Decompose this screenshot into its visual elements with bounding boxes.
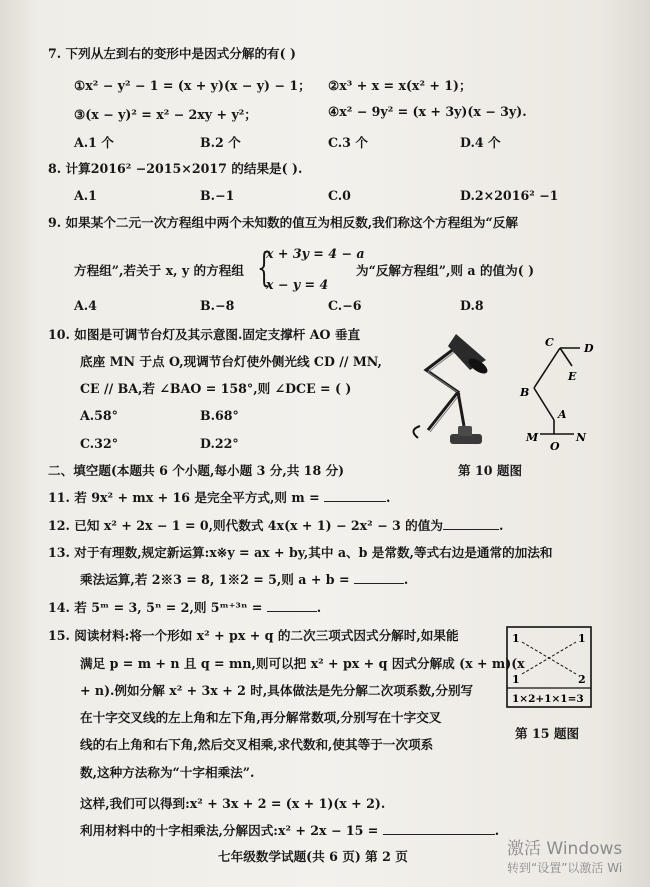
label-c: C [545, 336, 554, 349]
ray-ce [560, 348, 572, 366]
q7-choice-c: C.3 个 [328, 135, 368, 150]
q8-stem: 8. 计算2016² −2015×2017 的结果是( ). [48, 161, 303, 176]
q9-equation-1: x + 3y = 4 − a [266, 246, 365, 261]
q9-choice-d: D.8 [460, 298, 484, 313]
q8-choice-c: C.0 [328, 188, 351, 203]
activation-watermark-subtitle: 转到“设置”以激活 Wi [507, 861, 623, 875]
q13-line-1: 13. 对于有理数,规定新运算:x※y = ax + by,其中 a、b 是常数,等式右边是通常的加法和 [48, 545, 553, 560]
section-2-heading: 二、填空题(本题共 6 个小题,每小题 3 分,共 18 分) [48, 463, 345, 478]
q15-line-3: + n).例如分解 x² + 3x + 2 时,具体做法是先分解二次项系数,分别写 [80, 683, 474, 698]
q13-line-2: 乘法运算,若 2※3 = 8, 1※2 = 5,则 a + b = . [80, 572, 409, 587]
q10-line-1: 10. 如图是可调节台灯及其示意图.固定支撑杆 AO 垂直 [48, 327, 361, 342]
q10-choice-d: D.22° [200, 436, 239, 451]
q9-line-2a: 方程组”,若关于 x, y 的方程组 [74, 263, 244, 278]
q10-line-3: CE // BA,若 ∠BAO = 158°,则 ∠DCE = ( ) [80, 381, 352, 396]
box-top-right: 1 [578, 632, 586, 645]
label-e: E [568, 370, 577, 383]
q9-line-2b: 为“反解方程组”,则 a 的值为( ) [356, 263, 535, 278]
q14-answer-blank[interactable] [267, 599, 317, 612]
q14: 14. 若 5ᵐ = 3, 5ⁿ = 2,则 5ᵐ⁺³ⁿ = . [48, 600, 322, 615]
q15-line-4: 在十字交叉线的左上角和左下角,再分解常数项,分别写在十字交叉 [80, 710, 442, 725]
box-top-left: 1 [512, 632, 520, 645]
q12: 12. 已知 x² + 2x − 1 = 0,则代数式 4x(x + 1) − 2x² − 3 的值为 . [48, 518, 504, 533]
desk-lamp-image [398, 330, 513, 450]
q9-choice-c: C.−6 [328, 298, 362, 313]
q7-option-2: ②x³ + x = x(x² + 1)； [328, 78, 472, 93]
q7-choice-d: D.4 个 [460, 135, 501, 150]
q7-stem: 7. 下列从左到右的变形中是因式分解的有( ) [48, 46, 296, 61]
q15-line-2: 满足 p = m + n 且 q = mn,则可以把 x² + px + q 因式分解成 (x + m)(x [80, 656, 525, 671]
system-brace: { [257, 245, 271, 291]
q10-line-2: 底座 MN 于点 O,现调节台灯使外侧光线 CD // MN, [80, 354, 382, 369]
q8-choice-b: B.−1 [200, 188, 235, 203]
q9-equation-2: x − y = 4 [266, 277, 329, 292]
cross-multiplication-diagram [506, 626, 592, 708]
page-footer: 七年级数学试题(共 6 页) 第 2 页 [218, 849, 408, 864]
q8-choice-a: A.1 [74, 188, 97, 203]
label-n: N [576, 431, 587, 444]
q11: 11. 若 9x² + mx + 16 是完全平方式,则 m = . [48, 490, 391, 505]
q15-line-1: 15. 阅读材料:将一个形如 x² + px + q 的二次三项式因式分解时,如果能 [48, 628, 459, 643]
arm-ab [534, 388, 554, 420]
q15-figure-caption: 第 15 题图 [515, 726, 580, 741]
q9-choice-a: A.4 [74, 298, 97, 313]
q7-option-3: ③(x − y)² = x² − 2xy + y²； [74, 107, 257, 122]
q9-line-1: 9. 如果某个二元一次方程组中两个未知数的值互为相反数,我们称这个方程组为“反解 [48, 215, 518, 230]
label-m: M [526, 431, 539, 444]
q10-choice-a: A.58° [80, 408, 118, 423]
box-bottom-right: 2 [578, 673, 586, 686]
q12-answer-blank[interactable] [443, 517, 499, 530]
q7-choice-b: B.2 个 [200, 135, 241, 150]
q15-line-7: 这样,我们可以得到:x² + 3x + 2 = (x + 1)(x + 2). [80, 796, 386, 811]
q8-choice-d: D.2×2016² −1 [460, 188, 559, 203]
q7-option-1: ①x² − y² − 1 = (x + y)(x − y) − 1； [74, 78, 311, 93]
label-a: A [558, 408, 567, 421]
activation-watermark-title: 激活 Windows [507, 839, 623, 859]
q15-line-5: 线的右上角和右下角,然后交叉相乘,求代数和,使其等于一次项系 [80, 737, 434, 752]
q15-line-6: 数,这种方法称为“十字相乘法”. [80, 765, 255, 780]
label-b: B [520, 386, 530, 399]
arm-bc [534, 348, 560, 388]
q10-choice-b: B.68° [200, 408, 239, 423]
q7-option-4: ④x² − 9y² = (x + 3y)(x − 3y). [328, 104, 527, 119]
q11-answer-blank[interactable] [324, 489, 386, 502]
box-formula: 1×2+1×1=3 [512, 693, 584, 705]
q10-figure-caption: 第 10 题图 [458, 463, 523, 478]
q13-answer-blank[interactable] [354, 571, 404, 584]
q10-choice-c: C.32° [80, 436, 119, 451]
q9-choice-b: B.−8 [200, 298, 235, 313]
q15-line-8: 利用材料中的十字相乘法,分解因式:x² + 2x − 15 = . [80, 823, 500, 838]
q7-choice-a: A.1 个 [74, 135, 114, 150]
box-bottom-left: 1 [512, 673, 520, 686]
q15-answer-blank[interactable] [383, 822, 495, 835]
label-o: O [550, 440, 560, 451]
label-d: D [584, 342, 594, 355]
lamp-schematic-diagram [512, 336, 602, 451]
